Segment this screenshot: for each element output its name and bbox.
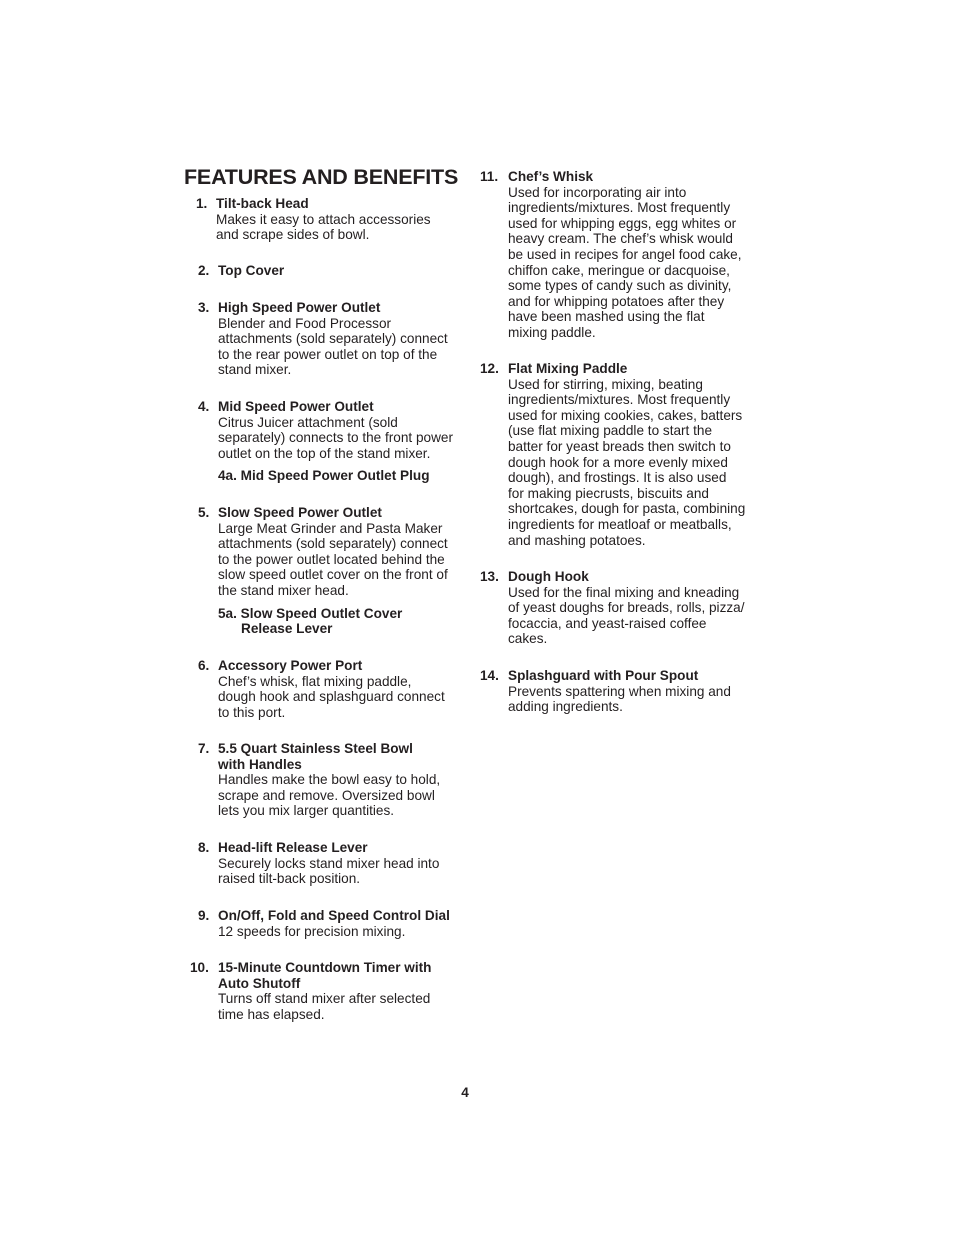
item-description: Prevents spattering when mixing and adding ingredients. [508,683,731,715]
feature-item-11 [480,169,744,341]
item-description: Makes it easy to attach accessories and scrape sides of bowl. [216,211,431,243]
item-number: 2. [198,263,210,278]
item-number: 1. [196,196,208,211]
item-description: Handles make the bowl easy to hold, scrape and remove. Oversized bowl lets you mix larger quantities. [218,772,441,819]
feature-item-1 [196,196,452,243]
item-description: Securely locks stand mixer head into raised tilt-back position. [218,855,440,887]
feature-item-8 [198,840,450,887]
item-description: Used for incorporating air into ingredients/mixtures. Most frequently used for whipping eggs, egg whites or heavy cream. The chef’s whisk would be used in recipes for angel food cake, chiffon cake, meringue or dacquoise, some types of candy such as divinity, and for whipping potatoes after they have been mashed using the flat mixing paddle. [508,184,742,340]
item-description: Large Meat Grinder and Pasta Maker attachments (sold separately) connect to the power outlet located behind the slow speed outlet cover on the front of the stand mixer head. [218,520,448,598]
item-number: 10. [190,960,209,975]
feature-item-9 [198,908,456,939]
item-heading: Accessory Power Port [218,658,363,673]
item-heading: On/Off, Fold and Speed Control Dial [218,908,450,923]
item-number: 14. [480,668,499,683]
item-number: 5. [198,505,210,520]
feature-item-5 [198,505,454,637]
item-number: 12. [480,361,499,376]
item-description: Turns off stand mixer after selected time has elapsed. [218,991,431,1022]
item-subheading: 5a. Slow Speed Outlet Cover Release Lever [218,605,403,637]
item-heading: Head-lift Release Lever [218,840,368,855]
item-heading: Slow Speed Power Outlet [218,505,382,520]
item-number: 4. [198,399,210,414]
item-description: Used for the final mixing and kneading of yeast doughs for breads, rolls, pizza/ focaccia, and yeast-raised coffee cakes. [508,584,745,647]
item-heading: Top Cover [218,263,285,278]
feature-item-7 [198,741,446,819]
feature-item-14 [480,668,740,715]
item-number: 6. [198,658,210,673]
feature-item-12 [480,361,746,548]
item-description: Used for stirring, mixing, beating ingredients/mixtures. Most frequently used for mixing cookies, cakes, batters (use flat mixing paddle to start the batter for yeast breads then switch to dough hook for a more evenly mixed dough), and frostings. It is also used for making piecrusts, biscuits and shortcakes, dough for pasta, combining ingredients for meatloaf or meatballs, and mashing potatoes. [508,376,746,548]
item-description: 12 speeds for precision mixing. [218,923,406,939]
item-description: Chef’s whisk, flat mixing paddle, dough hook and splashguard connect to this port. [218,673,445,720]
feature-item-6 [198,658,450,720]
item-heading: 5.5 Quart Stainless Steel Bowl with Handles [218,741,413,772]
item-heading: Mid Speed Power Outlet [218,399,374,414]
feature-item-3 [198,300,450,378]
item-number: 9. [198,908,210,923]
item-number: 8. [198,840,210,855]
item-number: 7. [198,741,210,756]
item-subheading: 4a. Mid Speed Power Outlet Plug [218,468,430,484]
item-heading: High Speed Power Outlet [218,300,381,315]
item-heading: Tilt-back Head [216,196,309,211]
item-heading: Splashguard with Pour Spout [508,668,699,683]
feature-item-2 [198,263,454,279]
feature-item-13 [480,569,746,647]
item-number: 11. [480,169,499,184]
item-number: 13. [480,569,499,584]
feature-item-10 [190,960,450,1022]
page-number: 4 [461,1085,469,1100]
item-heading: 15-Minute Countdown Timer with Auto Shutoff [218,960,432,991]
page-title: FEATURES AND BENEFITS [184,165,459,189]
item-description: Blender and Food Processor attachments (sold separately) connect to the rear power outlet on top of the stand mixer. [218,315,448,378]
item-heading: Dough Hook [508,569,589,584]
item-number: 3. [198,300,210,315]
feature-item-4 [198,399,456,484]
item-description: Citrus Juicer attachment (sold separately) connects to the front power outlet on the top of the stand mixer. [218,414,453,461]
item-heading: Flat Mixing Paddle [508,361,628,376]
item-heading: Chef’s Whisk [508,169,594,184]
